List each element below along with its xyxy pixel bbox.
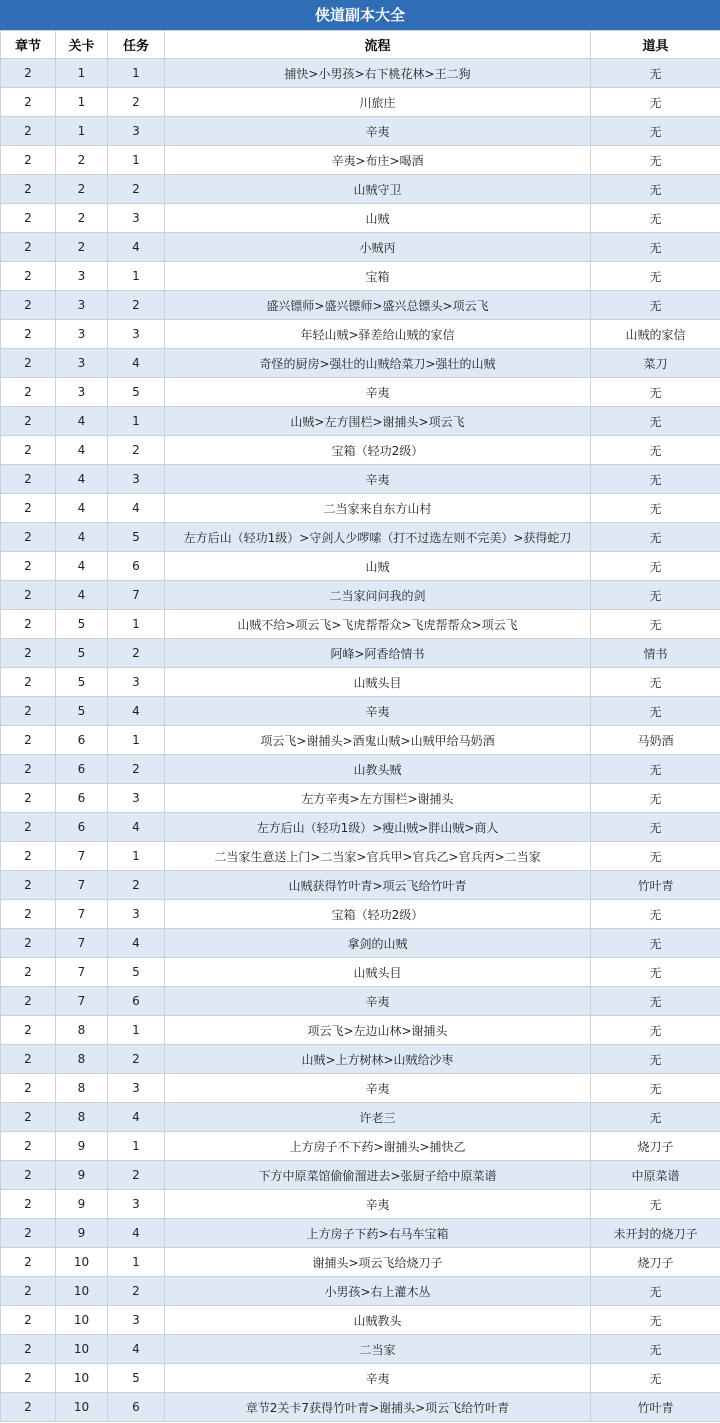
item-cell: 无 xyxy=(591,291,720,320)
item-cell: 菜刀 xyxy=(591,349,720,378)
table-row xyxy=(1,697,720,726)
item-cell: 烧刀子 xyxy=(591,1132,720,1161)
chapter-cell: 2 xyxy=(1,581,56,610)
chapter-cell: 2 xyxy=(1,523,56,552)
table-row xyxy=(1,88,720,117)
process-cell: 辛夷 xyxy=(165,1190,591,1219)
item-cell: 无 xyxy=(591,958,720,987)
stage-cell: 5 xyxy=(56,668,108,697)
item-cell: 无 xyxy=(591,987,720,1016)
task-cell: 4 xyxy=(108,813,165,842)
process-cell: 二当家生意送上门>二当家>官兵甲>官兵乙>官兵丙>二当家 xyxy=(165,842,591,871)
item-cell: 竹叶青 xyxy=(591,1393,720,1422)
process-cell: 宝箱（轻功2级） xyxy=(165,900,591,929)
stage-cell: 4 xyxy=(56,552,108,581)
task-cell: 3 xyxy=(108,204,165,233)
chapter-cell: 2 xyxy=(1,175,56,204)
process-cell: 辛夷 xyxy=(165,987,591,1016)
chapter-cell: 2 xyxy=(1,117,56,146)
stage-cell: 5 xyxy=(56,639,108,668)
chapter-cell: 2 xyxy=(1,1132,56,1161)
column-header-chapter: 章节 xyxy=(1,31,56,59)
table-row xyxy=(1,204,720,233)
item-cell: 无 xyxy=(591,1074,720,1103)
table-row xyxy=(1,1248,720,1277)
process-cell: 辛夷>布庄>喝酒 xyxy=(165,146,591,175)
item-cell: 无 xyxy=(591,1190,720,1219)
item-cell: 无 xyxy=(591,204,720,233)
chapter-cell: 2 xyxy=(1,929,56,958)
task-cell: 2 xyxy=(108,175,165,204)
task-cell: 6 xyxy=(108,552,165,581)
item-cell: 无 xyxy=(591,1335,720,1364)
chapter-cell: 2 xyxy=(1,1219,56,1248)
item-cell: 未开封的烧刀子 xyxy=(591,1219,720,1248)
stage-cell: 10 xyxy=(56,1364,108,1393)
process-cell: 辛夷 xyxy=(165,117,591,146)
chapter-cell: 2 xyxy=(1,871,56,900)
task-cell: 2 xyxy=(108,755,165,784)
item-cell: 烧刀子 xyxy=(591,1248,720,1277)
stage-cell: 1 xyxy=(56,117,108,146)
column-header-process: 流程 xyxy=(165,31,591,59)
chapter-cell: 2 xyxy=(1,1190,56,1219)
chapter-cell: 2 xyxy=(1,900,56,929)
chapter-cell: 2 xyxy=(1,233,56,262)
process-cell: 宝箱（轻功2级） xyxy=(165,436,591,465)
stage-cell: 2 xyxy=(56,233,108,262)
item-cell: 马奶酒 xyxy=(591,726,720,755)
item-cell: 无 xyxy=(591,581,720,610)
stage-cell: 8 xyxy=(56,1016,108,1045)
table-row xyxy=(1,146,720,175)
task-cell: 4 xyxy=(108,1335,165,1364)
table-row xyxy=(1,1103,720,1132)
table-row xyxy=(1,929,720,958)
table-row xyxy=(1,436,720,465)
table-row xyxy=(1,842,720,871)
table-row xyxy=(1,1190,720,1219)
item-cell: 无 xyxy=(591,552,720,581)
table-row xyxy=(1,552,720,581)
item-cell: 无 xyxy=(591,755,720,784)
stage-cell: 2 xyxy=(56,204,108,233)
chapter-cell: 2 xyxy=(1,59,56,88)
process-cell: 川旅庄 xyxy=(165,88,591,117)
stage-cell: 3 xyxy=(56,378,108,407)
chapter-cell: 2 xyxy=(1,407,56,436)
chapter-cell: 2 xyxy=(1,494,56,523)
stage-cell: 10 xyxy=(56,1277,108,1306)
task-cell: 3 xyxy=(108,117,165,146)
chapter-cell: 2 xyxy=(1,1074,56,1103)
table-row xyxy=(1,378,720,407)
item-cell: 无 xyxy=(591,697,720,726)
table-row xyxy=(1,494,720,523)
process-cell: 上方房子下药>右马车宝箱 xyxy=(165,1219,591,1248)
task-cell: 2 xyxy=(108,871,165,900)
stage-cell: 7 xyxy=(56,842,108,871)
item-cell: 无 xyxy=(591,233,720,262)
task-cell: 6 xyxy=(108,987,165,1016)
table-row xyxy=(1,1132,720,1161)
item-cell: 无 xyxy=(591,88,720,117)
table-header-row xyxy=(1,31,720,59)
item-cell: 无 xyxy=(591,175,720,204)
stage-cell: 3 xyxy=(56,320,108,349)
task-cell: 1 xyxy=(108,1248,165,1277)
table-row xyxy=(1,349,720,378)
process-cell: 辛夷 xyxy=(165,465,591,494)
stage-cell: 8 xyxy=(56,1045,108,1074)
item-cell: 情书 xyxy=(591,639,720,668)
dungeon-table xyxy=(0,30,720,1422)
task-cell: 4 xyxy=(108,233,165,262)
process-cell: 谢捕头>项云飞给烧刀子 xyxy=(165,1248,591,1277)
process-cell: 项云飞>左边山林>谢捕头 xyxy=(165,1016,591,1045)
chapter-cell: 2 xyxy=(1,1277,56,1306)
chapter-cell: 2 xyxy=(1,1161,56,1190)
task-cell: 4 xyxy=(108,929,165,958)
process-cell: 宝箱 xyxy=(165,262,591,291)
stage-cell: 3 xyxy=(56,291,108,320)
process-cell: 左方后山（轻功1级）>守剑人少啰嗦（打不过选左则不完美）>获得蛇刀 xyxy=(165,523,591,552)
item-cell: 山贼的家信 xyxy=(591,320,720,349)
table-row xyxy=(1,407,720,436)
table-row xyxy=(1,1219,720,1248)
chapter-cell: 2 xyxy=(1,1248,56,1277)
column-header-task: 任务 xyxy=(108,31,165,59)
process-cell: 许老三 xyxy=(165,1103,591,1132)
item-cell: 无 xyxy=(591,842,720,871)
table-row xyxy=(1,1045,720,1074)
item-cell: 无 xyxy=(591,146,720,175)
process-cell: 小男孩>右上灌木丛 xyxy=(165,1277,591,1306)
stage-cell: 9 xyxy=(56,1190,108,1219)
item-cell: 无 xyxy=(591,1103,720,1132)
table-row xyxy=(1,262,720,291)
task-cell: 5 xyxy=(108,958,165,987)
chapter-cell: 2 xyxy=(1,436,56,465)
process-cell: 上方房子不下药>谢捕头>捕快乙 xyxy=(165,1132,591,1161)
table-row xyxy=(1,291,720,320)
item-cell: 无 xyxy=(591,610,720,639)
stage-cell: 2 xyxy=(56,175,108,204)
item-cell: 无 xyxy=(591,465,720,494)
stage-cell: 4 xyxy=(56,436,108,465)
chapter-cell: 2 xyxy=(1,1393,56,1422)
process-cell: 山教头贼 xyxy=(165,755,591,784)
chapter-cell: 2 xyxy=(1,668,56,697)
item-cell: 无 xyxy=(591,436,720,465)
chapter-cell: 2 xyxy=(1,349,56,378)
task-cell: 1 xyxy=(108,262,165,291)
stage-cell: 2 xyxy=(56,146,108,175)
table-row xyxy=(1,958,720,987)
item-cell: 无 xyxy=(591,262,720,291)
chapter-cell: 2 xyxy=(1,378,56,407)
chapter-cell: 2 xyxy=(1,755,56,784)
stage-cell: 6 xyxy=(56,813,108,842)
stage-cell: 1 xyxy=(56,88,108,117)
task-cell: 3 xyxy=(108,465,165,494)
stage-cell: 6 xyxy=(56,784,108,813)
chapter-cell: 2 xyxy=(1,291,56,320)
chapter-cell: 2 xyxy=(1,610,56,639)
stage-cell: 7 xyxy=(56,987,108,1016)
task-cell: 2 xyxy=(108,436,165,465)
stage-cell: 3 xyxy=(56,262,108,291)
table-row xyxy=(1,726,720,755)
table-row xyxy=(1,59,720,88)
table-row xyxy=(1,784,720,813)
item-cell: 无 xyxy=(591,900,720,929)
process-cell: 左方辛夷>左方围栏>谢捕头 xyxy=(165,784,591,813)
process-cell: 奇怪的厨房>强壮的山贼给菜刀>强壮的山贼 xyxy=(165,349,591,378)
stage-cell: 7 xyxy=(56,871,108,900)
task-cell: 1 xyxy=(108,842,165,871)
process-cell: 左方后山（轻功1级）>瘦山贼>胖山贼>商人 xyxy=(165,813,591,842)
task-cell: 1 xyxy=(108,59,165,88)
table-row xyxy=(1,465,720,494)
task-cell: 7 xyxy=(108,581,165,610)
stage-cell: 9 xyxy=(56,1219,108,1248)
table-row xyxy=(1,668,720,697)
table-row xyxy=(1,175,720,204)
chapter-cell: 2 xyxy=(1,465,56,494)
item-cell: 无 xyxy=(591,1045,720,1074)
task-cell: 2 xyxy=(108,88,165,117)
process-cell: 山贼头目 xyxy=(165,668,591,697)
stage-cell: 1 xyxy=(56,59,108,88)
stage-cell: 7 xyxy=(56,900,108,929)
task-cell: 2 xyxy=(108,1161,165,1190)
stage-cell: 7 xyxy=(56,929,108,958)
stage-cell: 9 xyxy=(56,1132,108,1161)
column-header-stage: 关卡 xyxy=(56,31,108,59)
task-cell: 4 xyxy=(108,697,165,726)
process-cell: 拿剑的山贼 xyxy=(165,929,591,958)
stage-cell: 8 xyxy=(56,1103,108,1132)
task-cell: 3 xyxy=(108,1074,165,1103)
item-cell: 无 xyxy=(591,59,720,88)
chapter-cell: 2 xyxy=(1,1364,56,1393)
chapter-cell: 2 xyxy=(1,1016,56,1045)
chapter-cell: 2 xyxy=(1,146,56,175)
item-cell: 无 xyxy=(591,494,720,523)
table-row xyxy=(1,1364,720,1393)
table-row xyxy=(1,900,720,929)
item-cell: 无 xyxy=(591,407,720,436)
process-cell: 捕快>小男孩>右下桃花林>王二狗 xyxy=(165,59,591,88)
table-row xyxy=(1,610,720,639)
table-row xyxy=(1,1016,720,1045)
process-cell: 下方中原菜馆偷偷溜进去>张厨子给中原菜谱 xyxy=(165,1161,591,1190)
task-cell: 3 xyxy=(108,668,165,697)
chapter-cell: 2 xyxy=(1,1306,56,1335)
process-cell: 阿峰>阿香给情书 xyxy=(165,639,591,668)
item-cell: 无 xyxy=(591,1306,720,1335)
chapter-cell: 2 xyxy=(1,88,56,117)
table-row xyxy=(1,1393,720,1422)
table-row xyxy=(1,639,720,668)
stage-cell: 6 xyxy=(56,726,108,755)
item-cell: 无 xyxy=(591,378,720,407)
task-cell: 1 xyxy=(108,610,165,639)
item-cell: 无 xyxy=(591,668,720,697)
chapter-cell: 2 xyxy=(1,697,56,726)
item-cell: 无 xyxy=(591,813,720,842)
task-cell: 4 xyxy=(108,1103,165,1132)
task-cell: 5 xyxy=(108,378,165,407)
task-cell: 3 xyxy=(108,1306,165,1335)
stage-cell: 5 xyxy=(56,697,108,726)
table-row xyxy=(1,1306,720,1335)
stage-cell: 10 xyxy=(56,1393,108,1422)
task-cell: 6 xyxy=(108,1393,165,1422)
chapter-cell: 2 xyxy=(1,784,56,813)
task-cell: 1 xyxy=(108,1132,165,1161)
process-cell: 山贼不给>项云飞>飞虎帮帮众>飞虎帮帮众>项云飞 xyxy=(165,610,591,639)
process-cell: 辛夷 xyxy=(165,697,591,726)
column-header-item: 道具 xyxy=(591,31,720,59)
item-cell: 无 xyxy=(591,1277,720,1306)
chapter-cell: 2 xyxy=(1,1335,56,1364)
item-cell: 无 xyxy=(591,523,720,552)
table-row xyxy=(1,523,720,552)
stage-cell: 8 xyxy=(56,1074,108,1103)
table-row xyxy=(1,1335,720,1364)
task-cell: 2 xyxy=(108,291,165,320)
process-cell: 山贼教头 xyxy=(165,1306,591,1335)
table-row xyxy=(1,117,720,146)
chapter-cell: 2 xyxy=(1,552,56,581)
stage-cell: 3 xyxy=(56,349,108,378)
chapter-cell: 2 xyxy=(1,1103,56,1132)
stage-cell: 10 xyxy=(56,1335,108,1364)
page-title: 侠道副本大全 xyxy=(0,0,720,30)
task-cell: 4 xyxy=(108,494,165,523)
process-cell: 辛夷 xyxy=(165,1074,591,1103)
task-cell: 3 xyxy=(108,320,165,349)
stage-cell: 4 xyxy=(56,581,108,610)
process-cell: 山贼获得竹叶青>项云飞给竹叶青 xyxy=(165,871,591,900)
process-cell: 小贼丙 xyxy=(165,233,591,262)
task-cell: 2 xyxy=(108,1045,165,1074)
stage-cell: 5 xyxy=(56,610,108,639)
table-row xyxy=(1,1074,720,1103)
chapter-cell: 2 xyxy=(1,842,56,871)
process-cell: 山贼头目 xyxy=(165,958,591,987)
process-cell: 项云飞>谢捕头>酒鬼山贼>山贼甲给马奶酒 xyxy=(165,726,591,755)
stage-cell: 4 xyxy=(56,523,108,552)
table-row xyxy=(1,320,720,349)
item-cell: 无 xyxy=(591,1364,720,1393)
table-row xyxy=(1,233,720,262)
process-cell: 二当家问问我的剑 xyxy=(165,581,591,610)
item-cell: 无 xyxy=(591,117,720,146)
item-cell: 竹叶青 xyxy=(591,871,720,900)
task-cell: 1 xyxy=(108,146,165,175)
item-cell: 无 xyxy=(591,929,720,958)
stage-cell: 9 xyxy=(56,1161,108,1190)
stage-cell: 10 xyxy=(56,1306,108,1335)
table-row xyxy=(1,871,720,900)
table-row xyxy=(1,581,720,610)
task-cell: 5 xyxy=(108,523,165,552)
process-cell: 辛夷 xyxy=(165,1364,591,1393)
task-cell: 1 xyxy=(108,1016,165,1045)
process-cell: 二当家 xyxy=(165,1335,591,1364)
chapter-cell: 2 xyxy=(1,726,56,755)
task-cell: 3 xyxy=(108,784,165,813)
item-cell: 中原菜谱 xyxy=(591,1161,720,1190)
chapter-cell: 2 xyxy=(1,320,56,349)
process-cell: 山贼 xyxy=(165,552,591,581)
chapter-cell: 2 xyxy=(1,262,56,291)
task-cell: 4 xyxy=(108,349,165,378)
task-cell: 1 xyxy=(108,407,165,436)
process-cell: 盛兴镖师>盛兴镖师>盛兴总镖头>项云飞 xyxy=(165,291,591,320)
process-cell: 山贼>左方围栏>谢捕头>项云飞 xyxy=(165,407,591,436)
task-cell: 1 xyxy=(108,726,165,755)
task-cell: 2 xyxy=(108,639,165,668)
process-cell: 山贼>上方树林>山贼给沙枣 xyxy=(165,1045,591,1074)
chapter-cell: 2 xyxy=(1,813,56,842)
task-cell: 5 xyxy=(108,1364,165,1393)
stage-cell: 4 xyxy=(56,465,108,494)
process-cell: 山贼 xyxy=(165,204,591,233)
table-row xyxy=(1,1277,720,1306)
stage-cell: 6 xyxy=(56,755,108,784)
table-row xyxy=(1,755,720,784)
stage-cell: 7 xyxy=(56,958,108,987)
process-cell: 二当家来自东方山村 xyxy=(165,494,591,523)
task-cell: 2 xyxy=(108,1277,165,1306)
task-cell: 4 xyxy=(108,1219,165,1248)
chapter-cell: 2 xyxy=(1,639,56,668)
table-row xyxy=(1,813,720,842)
process-cell: 山贼守卫 xyxy=(165,175,591,204)
table-row xyxy=(1,987,720,1016)
task-cell: 3 xyxy=(108,900,165,929)
stage-cell: 4 xyxy=(56,494,108,523)
stage-cell: 10 xyxy=(56,1248,108,1277)
process-cell: 辛夷 xyxy=(165,378,591,407)
item-cell: 无 xyxy=(591,1016,720,1045)
chapter-cell: 2 xyxy=(1,958,56,987)
item-cell: 无 xyxy=(591,784,720,813)
stage-cell: 4 xyxy=(56,407,108,436)
chapter-cell: 2 xyxy=(1,204,56,233)
table-row xyxy=(1,1161,720,1190)
task-cell: 3 xyxy=(108,1190,165,1219)
chapter-cell: 2 xyxy=(1,987,56,1016)
process-cell: 章节2关卡7获得竹叶青>谢捕头>项云飞给竹叶青 xyxy=(165,1393,591,1422)
chapter-cell: 2 xyxy=(1,1045,56,1074)
process-cell: 年轻山贼>驿差给山贼的家信 xyxy=(165,320,591,349)
